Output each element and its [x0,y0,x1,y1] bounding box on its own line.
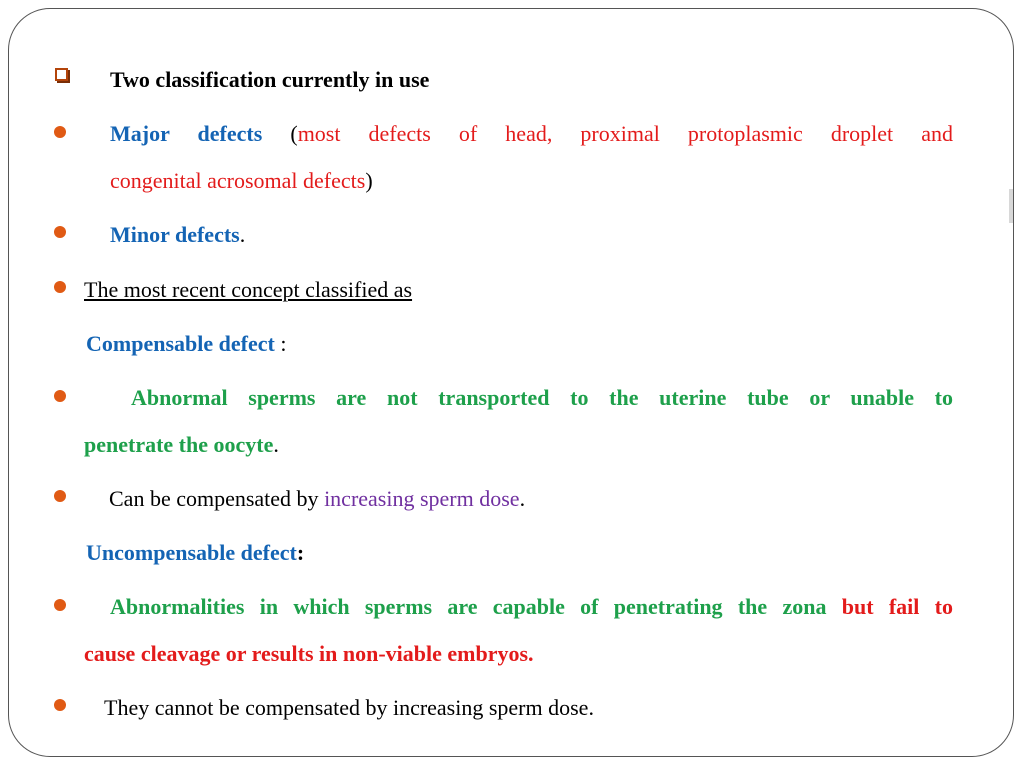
major-defects-label: Major defects [110,121,263,146]
major-defects-desc1: most defects of head, proximal protoplasmic droplet and [297,121,954,146]
compensable-point1-period: . [273,432,279,457]
minor-period: . [239,222,246,247]
uncompensable-point1-line1 [110,594,953,620]
recent-concept-text: The most recent concept classified as [84,277,413,302]
compensable-point2-highlight: increasing sperm dose [324,486,520,511]
minor-defects-label: Minor defects [110,222,240,247]
major-defects-line1 [110,121,953,147]
major-defects-line2 [110,168,373,194]
bullet-icon [54,490,66,502]
compensable-title: Compensable defect [86,331,275,356]
compensable-colon: : [274,331,287,356]
compensable-point2-period: . [519,486,526,511]
compensable-point1-line2 [84,432,279,458]
uncompensable-title: Uncompensable defect [86,540,297,565]
bullet-icon [54,226,66,238]
compensable-heading [86,331,286,357]
minor-defects-line [110,222,245,248]
compensable-point1-text2: penetrate the oocyte [84,432,274,457]
uncompensable-point1-red: but fail to [841,594,953,619]
slide-edge-accent [1009,189,1013,223]
bullet-icon [54,599,66,611]
compensable-point1-line1: Abnormal sperms are not transported to the uterine tube or unable to [131,385,953,410]
open-paren: ( [290,121,298,146]
bullet-icon [54,390,66,402]
uncompensable-heading [86,540,304,566]
uncompensable-point1-line2: cause cleavage or results in non-viable embryos. [84,641,534,666]
bullet-icon [54,281,66,293]
bullet-icon [54,126,66,138]
compensable-point2 [109,486,525,512]
close-paren: ) [365,168,373,193]
uncompensable-point1-green: Abnormalities in which sperms are capable of penetrating the zona [110,594,842,619]
major-defects-desc2: congenital acrosomal defects [110,168,366,193]
bullet-icon [54,699,66,711]
uncompensable-point2: They cannot be compensated by increasing sperm dose. [104,695,594,720]
compensable-point2-prefix: Can be compensated by [109,486,325,511]
slide-heading: Two classification currently in use [110,67,430,92]
uncompensable-colon: : [296,540,305,565]
checkbox-bullet-icon [55,68,68,81]
